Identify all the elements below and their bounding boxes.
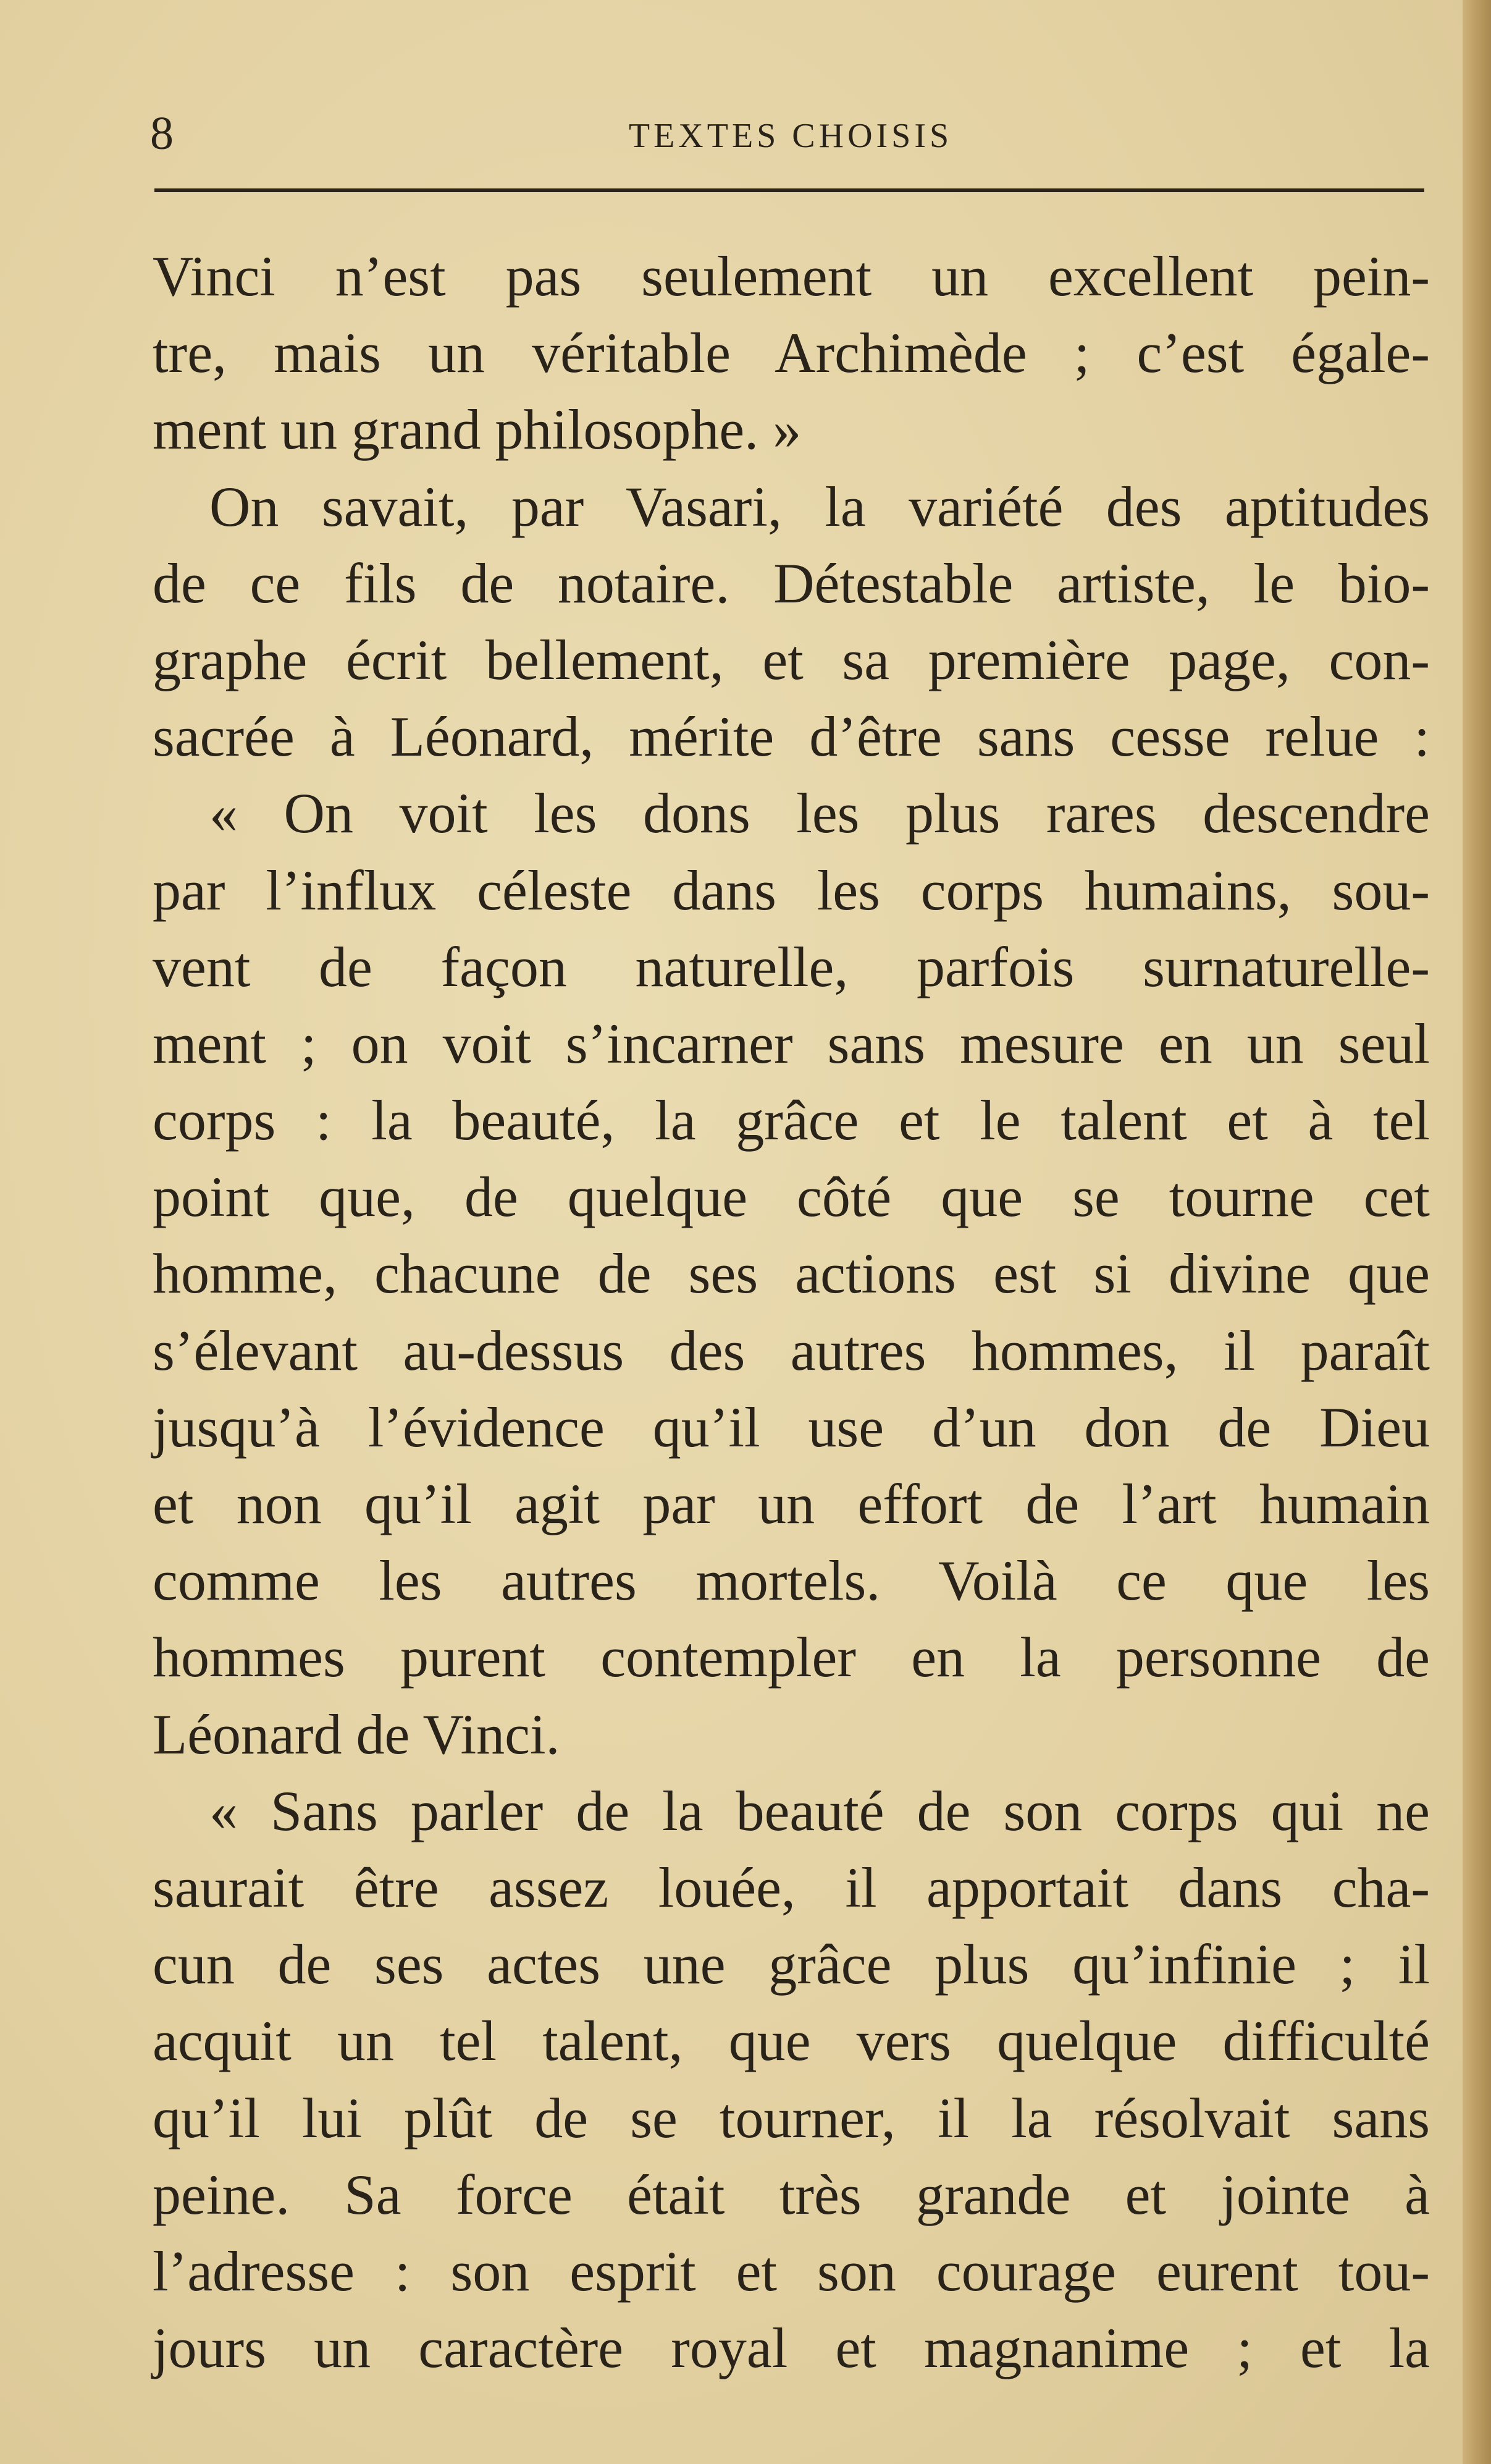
text-line: qu’il lui plût de se tourner, il la résolvait sans [153, 2086, 1430, 2150]
text-line: et non qu’il agit par un effort de l’art humain [153, 1472, 1430, 1535]
text-line: acquit un tel talent, que vers quelque difficulté [153, 2009, 1430, 2073]
text-line: peine. Sa force était très grande et jointe à [153, 2162, 1430, 2226]
text-line: vent de façon naturelle, parfois surnaturelle- [153, 935, 1430, 998]
text-line: tre, mais un véritable Archimède ; c’est égale- [153, 321, 1430, 385]
text-line: corps : la beauté, la grâce et le talent et à tel [153, 1089, 1430, 1152]
text-line: ment ; on voit s’incarner sans mesure en un seul [153, 1011, 1430, 1075]
text-line: « On voit les dons les plus rares descendre [209, 782, 1430, 845]
page-edge [1463, 0, 1491, 2464]
body-text [153, 238, 1430, 2386]
text-line: s’élevant au-dessus des autres hommes, il paraît [153, 1318, 1430, 1382]
page-number: 8 [150, 108, 174, 159]
header-rule [154, 188, 1424, 192]
text-line: jusqu’à l’évidence qu’il use d’un don de Dieu [153, 1395, 1430, 1459]
text-line: cun de ses actes une grâce plus qu’infinie ; il [153, 1933, 1430, 1996]
text-line: graphe écrit bellement, et sa première page, con- [153, 628, 1430, 691]
text-line: de ce fils de notaire. Détestable artiste, le bio- [153, 551, 1430, 615]
text-line: comme les autres mortels. Voilà ce que les [153, 1549, 1430, 1613]
text-line: homme, chacune de ses actions est si divine que [153, 1242, 1430, 1306]
text-line: saurait être assez louée, il apportait dans cha- [153, 1855, 1430, 1919]
running-title: TEXTES CHOISIS [628, 117, 953, 155]
text-line: par l’influx céleste dans les corps humains, sou- [153, 858, 1430, 922]
text-line: Vinci n’est pas seulement un excellent pein- [153, 245, 1430, 308]
text-line: sacrée à Léonard, mérite d’être sans cesse relue : [153, 705, 1430, 769]
text-line: On savait, par Vasari, la variété des aptitudes [209, 475, 1430, 538]
text-line: l’adresse : son esprit et son courage eurent tou- [153, 2239, 1430, 2303]
text-line: ment un grand philosophe. » [153, 398, 802, 462]
text-line: Léonard de Vinci. [153, 1702, 560, 1766]
text-line: « Sans parler de la beauté de son corps qui ne [209, 1779, 1430, 1842]
text-line: jours un caractère royal et magnanime ; et la [153, 2316, 1430, 2380]
text-line: hommes purent contempler en la personne de [153, 1626, 1430, 1689]
text-line: point que, de quelque côté que se tourne cet [153, 1165, 1430, 1229]
